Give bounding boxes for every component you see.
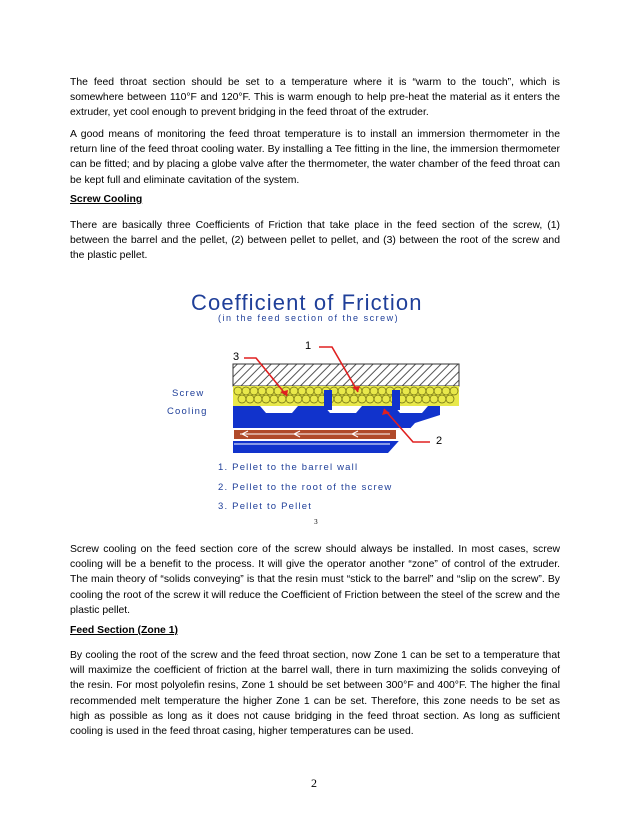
paragraph-zone-1-temperature: By cooling the root of the screw and the feed throat section, now Zone 1 can be set to a temperature that will maximize the coefficient of friction at the barrel wall, there in turn maximizing the solids conveying of the resin. For most polyolefin resins, Zone 1 should be set between 300°F and 400°F. The higher the final recommended melt temperature the higher Zone 1 can be set. Therefore, this zone needs to be set as high as possible as long as it does not cause bridging in the feed throat section. As long as sufficient cooling is used in the feed throat casing, higher temperatures can be used. xyxy=(70,650,560,738)
figure-list-item: 1. Pellet to the barrel wall xyxy=(218,462,359,473)
heading-screw-cooling: Screw Cooling xyxy=(70,194,143,205)
figure-list-item: 3. Pellet to Pellet xyxy=(218,501,313,512)
barrel-wall xyxy=(233,364,459,386)
page-number: 2 xyxy=(311,776,317,790)
side-label-screw: Screw xyxy=(172,388,205,399)
figure-subtitle: (in the feed section of the screw) xyxy=(218,313,400,323)
figure-number: 3 xyxy=(314,519,318,526)
paragraph-monitoring-thermometer: A good means of monitoring the feed throat temperature is to install an immersion thermometer in the return line of the feed throat cooling water. By installing a Tee fitting in the line, the immersion thermometer can be fitted; and by placing a globe valve after the thermometer, the water chamber of the feed throat can be kept full and eliminate cavitation of the system. xyxy=(70,129,560,186)
heading-feed-section-zone-1: Feed Section (Zone 1) xyxy=(70,625,178,636)
callout-label-2: 2 xyxy=(436,435,443,447)
side-label-cooling: Cooling xyxy=(167,406,208,417)
screw-flight xyxy=(324,390,332,410)
pellet-band xyxy=(233,386,459,406)
screw-flight xyxy=(392,390,400,410)
callout-label-1: 1 xyxy=(305,340,312,352)
figure-title: Coefficient of Friction xyxy=(191,290,423,315)
paragraph-coefficients-intro: There are basically three Coefficients of Friction that take place in the feed section of the screw, (1) between the barrel and the pellet, (2) between pellet to pellet, and (3) between the root of the screw and the plastic pellet. xyxy=(70,220,560,262)
paragraph-screw-cooling-benefits: Screw cooling on the feed section core of the screw should always be installed. In most cases, screw cooling will be a benefit to the process. It will give the operator another “zone” of control of the extruder. The main theory of “solids conveying” is that the resin must “stick to the barrel” and “slip on the screw”. By cooling the root of the screw it will reduce the Coefficient of Friction between the steel of the screw and the plastic pellet. xyxy=(70,544,560,616)
figure-list-item: 2. Pellet to the root of the screw xyxy=(218,482,393,493)
callout-label-3: 3 xyxy=(233,351,240,363)
paragraph-feed-throat-temperature: The feed throat section should be set to a temperature where it is “warm to the touch”, which is somewhere between 110°F and 120°F. This is warm enough to help pre-heat the material as it enters the extruder, yet cool enough to prevent bridging in the feed throat of the extruder. xyxy=(70,77,560,119)
